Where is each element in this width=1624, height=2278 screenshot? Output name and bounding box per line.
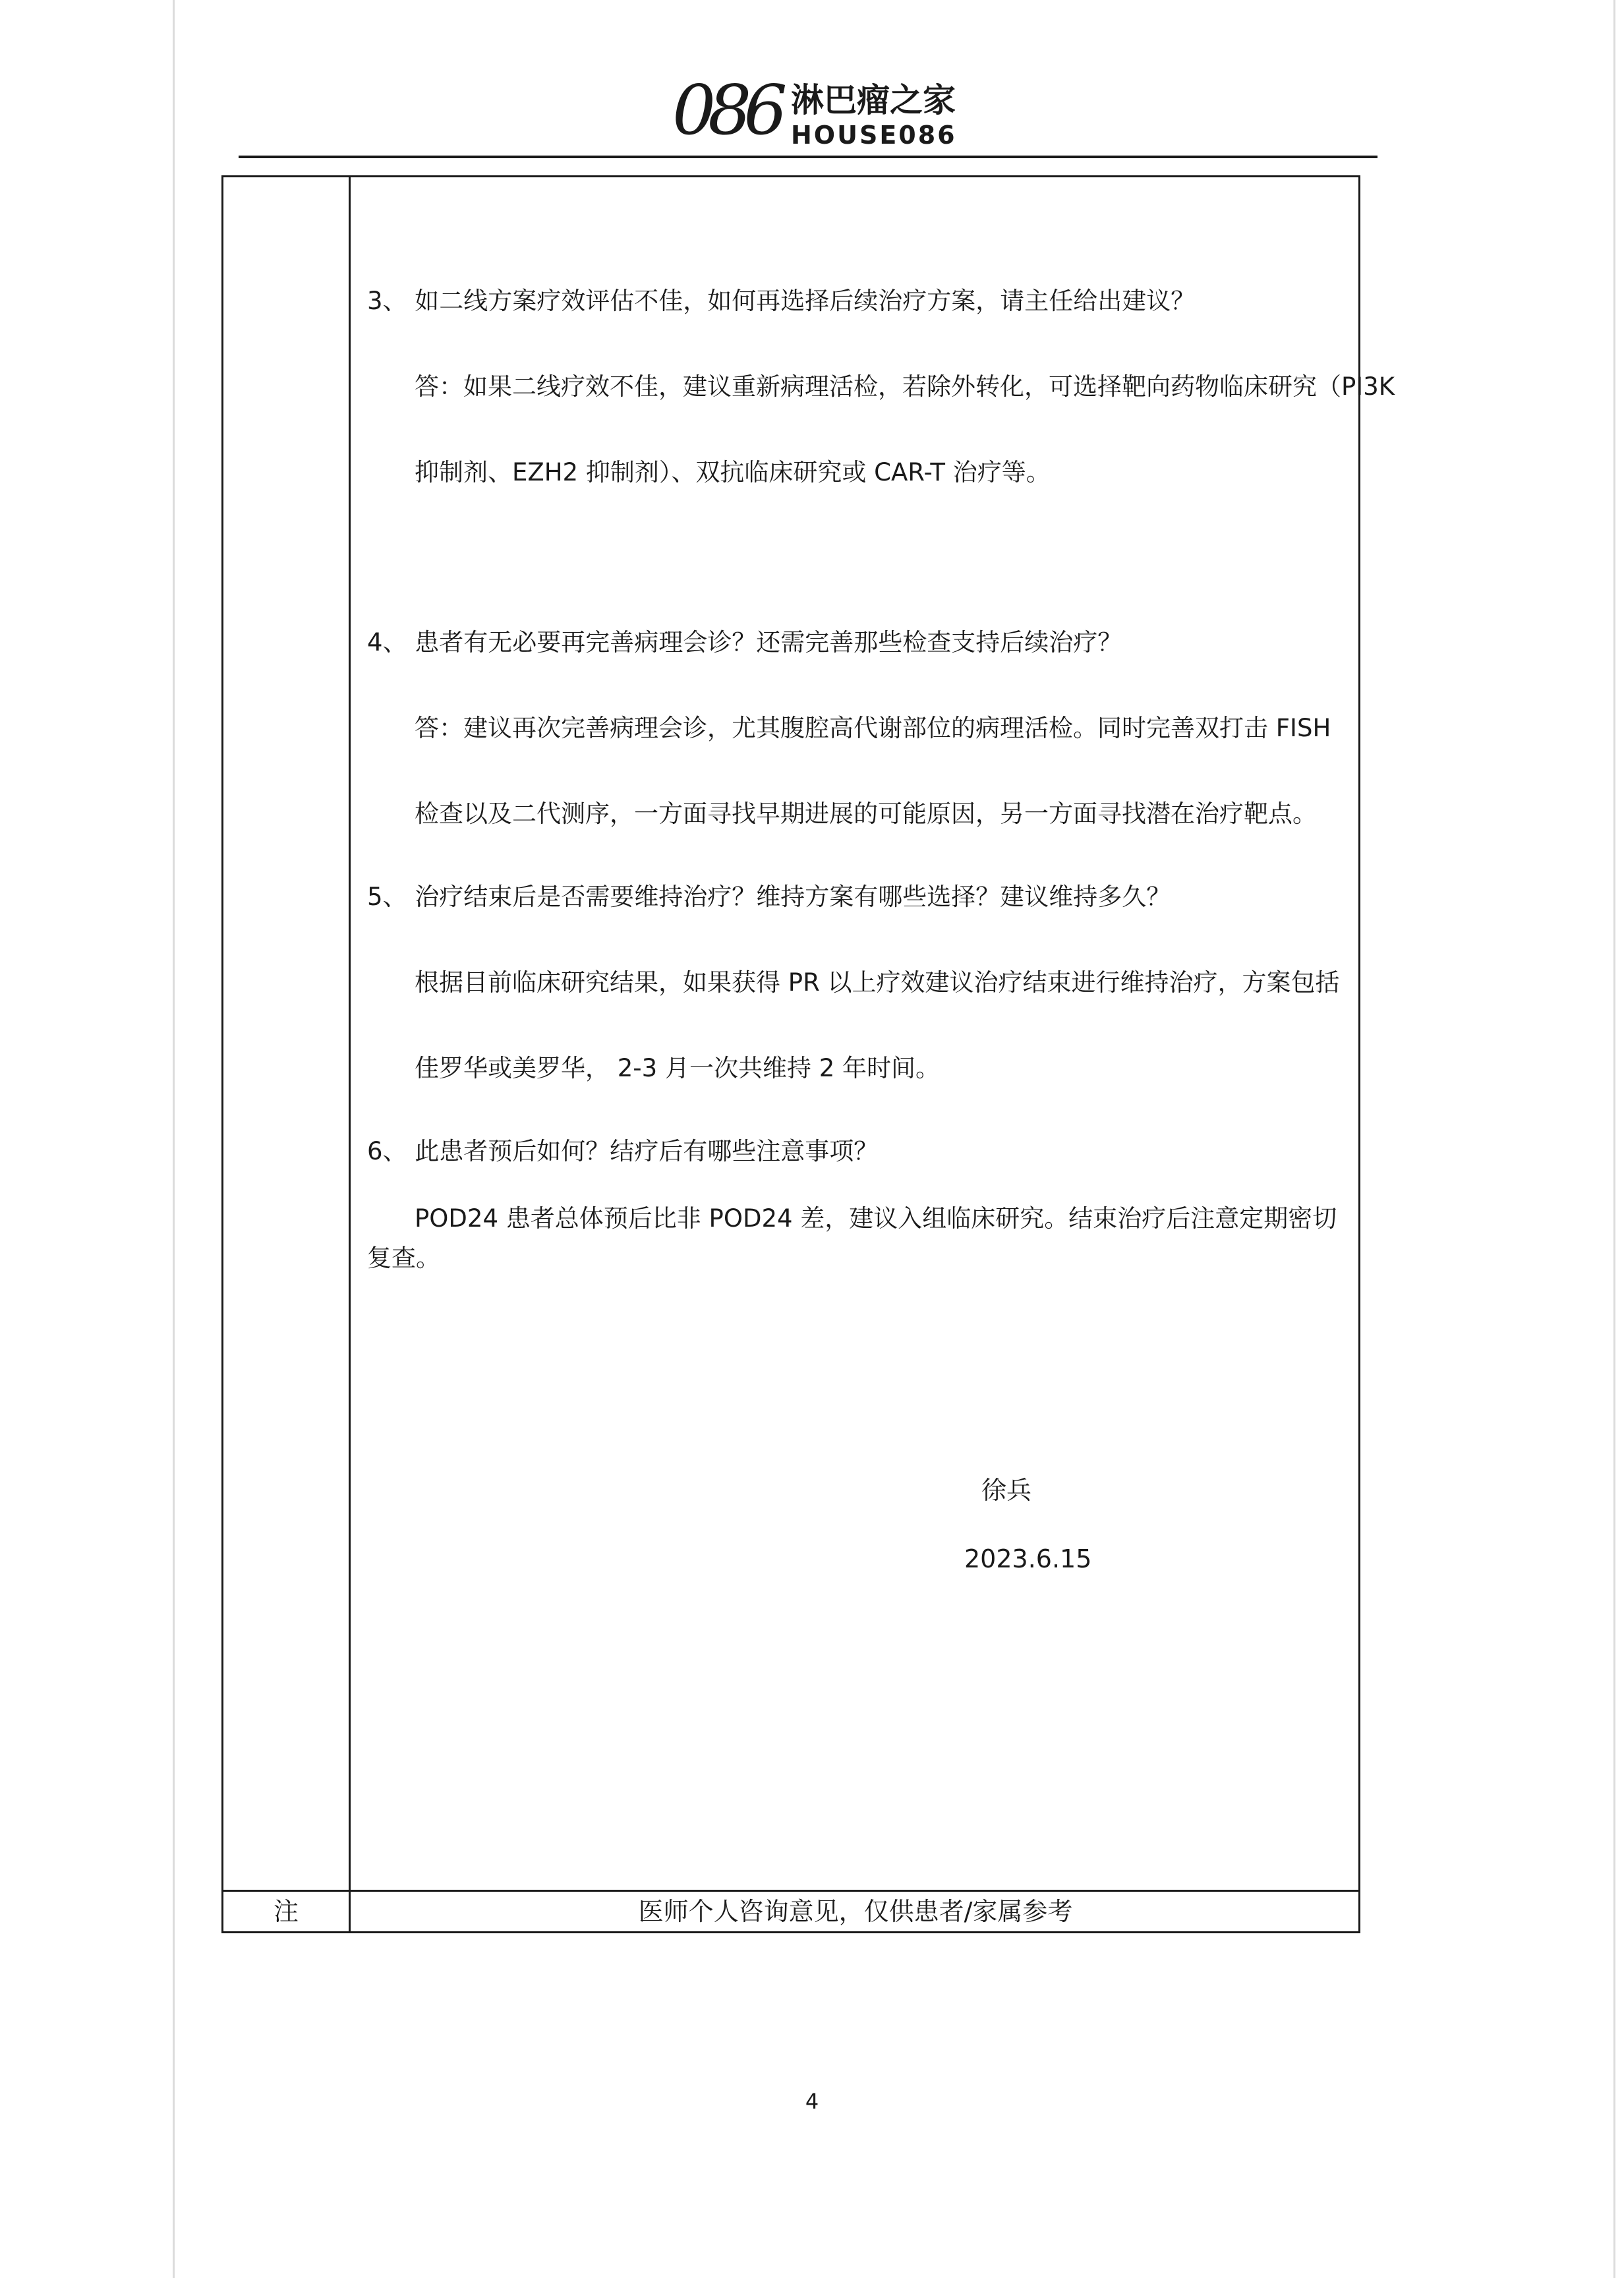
signature-date: 2023.6.15 xyxy=(964,1544,1092,1573)
header-rule xyxy=(239,156,1378,158)
logo-title-en: HOUSE086 xyxy=(791,121,957,150)
answer-6-line-2: 复查。 xyxy=(367,1244,440,1272)
answer-3-line-2: 抑制剂、EZH2 抑制剂）、双抗临床研究或 CAR-T 治疗等。 xyxy=(415,458,1051,486)
answer-5-line-1: 根据目前临床研究结果，如果获得 PR 以上疗效建议治疗结束进行维持治疗，方案包括 xyxy=(415,968,1340,997)
logo-mark: 086 xyxy=(672,70,780,150)
note-text: 医师个人咨询意见，仅供患者/家属参考 xyxy=(638,1897,1073,1926)
answer-3-line-1: 答：如果二线疗效不佳，建议重新病理活检，若除外转化，可选择靶向药物临床研究（PI3K xyxy=(415,372,1395,401)
column-divider xyxy=(349,177,351,1931)
consultation-table xyxy=(221,175,1395,1933)
scan-edge-right xyxy=(1613,0,1615,2278)
question-5: 5、 治疗结束后是否需要维持治疗？维持方案有哪些选择？建议维持多久？ xyxy=(367,883,1171,911)
scan-edge-left xyxy=(173,0,175,2278)
question-4: 4、 患者有无必要再完善病理会诊？还需完善那些检查支持后续治疗？ xyxy=(367,628,1122,657)
note-label: 注 xyxy=(273,1897,299,1926)
question-3: 3、 如二线方案疗效评估不佳，如何再选择后续治疗方案，请主任给出建议？ xyxy=(367,287,1196,315)
page-number: 4 xyxy=(805,2089,819,2114)
question-6: 6、 此患者预后如何？结疗后有哪些注意事项？ xyxy=(367,1137,879,1165)
answer-6-line-1: POD24 患者总体预后比非 POD24 差，建议入组临床研究。结束治疗后注意定期密切 xyxy=(415,1204,1337,1233)
answer-5-line-2: 佳罗华或美罗华， 2-3 月一次共维持 2 年时间。 xyxy=(415,1054,941,1082)
logo-title-cn: 淋巴瘤之家 xyxy=(791,81,956,119)
doctor-signature: 徐兵 xyxy=(981,1476,1032,1505)
answer-4-line-1: 答：建议再次完善病理会诊，尤其腹腔高代谢部位的病理活检。同时完善双打击 FISH xyxy=(415,714,1331,742)
answer-4-line-2: 检查以及二代测序，一方面寻找早期进展的可能原因，另一方面寻找潜在治疗靶点。 xyxy=(415,800,1317,828)
page-header xyxy=(0,0,1624,158)
